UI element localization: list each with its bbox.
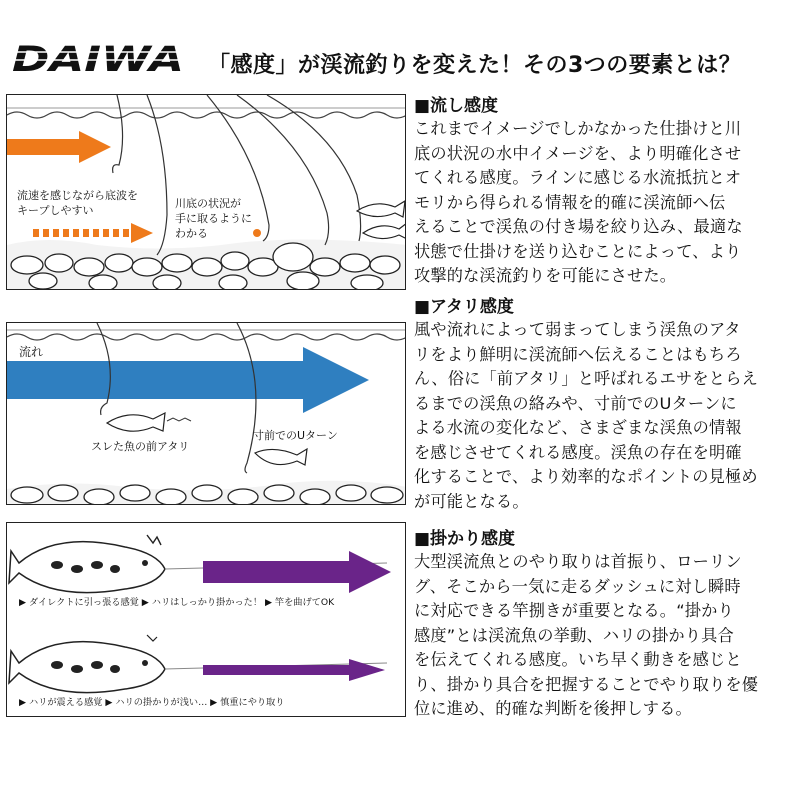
label-riverbed-a: 川底の状況が	[175, 197, 241, 210]
hook-row-strong: ▶ ダイレクトに引っ張る感覚 ▶ ハリはしっかり掛かった！ ▶ 竿を曲げてOK	[19, 597, 335, 608]
section-title: ■掛かり感度	[414, 529, 516, 549]
label-riverbed-b: 手に取るように	[175, 212, 252, 225]
section-body: 風や流れによって弱まってしまう渓魚のアタ リをより鮮明に渓流師へ伝えることはもちろ ん、俗に「前アタリ」と呼ばれるエサをとらえ るまでの渓魚の絡みや、寸前でのUターンに よる水流の変化など、さまざまな渓魚の情報 を感じさせてくれる感度。渓魚の存在を明確 化することで、より効率的なポイントの見極め が可能となる。	[414, 320, 758, 511]
hook-sensitivity-diagram	[6, 522, 406, 717]
label-flow-feel: 流速を感じながら底波を	[17, 189, 138, 202]
daiwa-logo	[12, 40, 187, 76]
label-riverbed-c: わかる	[175, 227, 208, 240]
label-flow: 流れ	[19, 345, 44, 359]
label-pre-bite: スレた魚の前アタリ	[91, 440, 190, 453]
section-body: これまでイメージでしかなかった仕掛けと川 底の状況の水中イメージを、より明確化させ てくれる感度。ラインに感じる水流抵抗とオ モリから得られる情報を的確に渓流師へ伝 えることで渓魚の付き場を絞り込み、最適な 状態で仕掛けを送り込むことによって、より 攻撃的な渓流釣りを可能にさせた。	[414, 119, 743, 285]
bite-sensitivity-diagram	[6, 322, 406, 505]
section-title: ■アタリ感度	[414, 297, 514, 317]
flow-sensitivity-diagram	[6, 94, 406, 290]
page-title: 「感度」が渓流釣りを変えた！その3つの要素とは？	[208, 53, 742, 78]
section-hook-sensitivity	[414, 528, 792, 722]
hook-row-shallow: ▶ ハリが震える感覚 ▶ ハリの掛かりが浅い… ▶ 慎重にやり取り	[19, 697, 285, 708]
label-u-turn: 寸前でのUターン	[253, 429, 338, 442]
label-keep-bottom: キープしやすい	[17, 204, 94, 217]
section-body: 大型渓流魚とのやり取りは首振り、ローリン グ、そこから一気に走るダッシュに対し瞬時 に対応できる竿捌きが重要となる。“掛かり 感度”とは渓流魚の挙動、ハリの掛かり具合 を伝えてくれる感度。いち早く動きを感じと り、掛かり具合を把握することでやり取りを優 位に進め、的確な判断を後押しする。	[414, 552, 759, 718]
section-flow-sensitivity	[414, 95, 792, 289]
section-bite-sensitivity	[414, 296, 792, 514]
svg-text:DAIWA: DAIWA	[12, 40, 184, 76]
section-title: ■流し感度	[414, 96, 499, 116]
